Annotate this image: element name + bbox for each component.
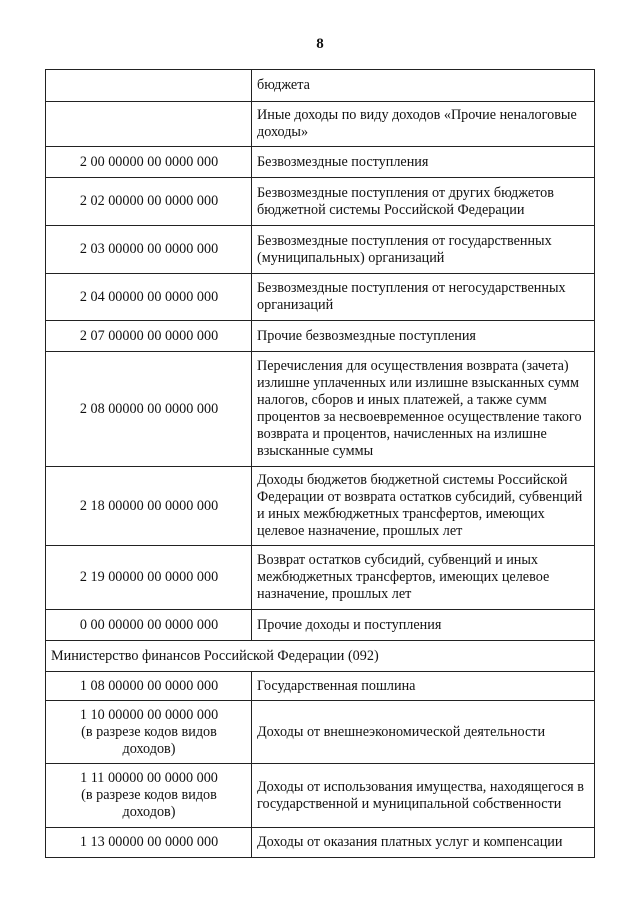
income-description-cell: Возврат остатков субсидий, субвенций и иных межбюджетных трансфертов, имеющих целевое назначение, прошлых лет bbox=[252, 546, 595, 610]
income-code-cell: 2 18 00000 00 0000 000 bbox=[46, 467, 252, 546]
table-body bbox=[46, 70, 595, 858]
table-row bbox=[46, 226, 595, 274]
income-description-cell: бюджета bbox=[252, 70, 595, 102]
income-code-line: 1 13 00000 00 0000 000 bbox=[79, 834, 219, 850]
table-row bbox=[46, 701, 595, 764]
table-row bbox=[46, 764, 595, 828]
income-code-line: (в разрезе кодов видов bbox=[81, 723, 217, 740]
income-code-line: 1 08 00000 00 0000 000 bbox=[79, 677, 219, 694]
income-description-cell: Безвозмездные поступления от государственных (муниципальных) организаций bbox=[252, 226, 595, 274]
income-description-cell: Иные доходы по виду доходов «Прочие неналоговые доходы» bbox=[252, 102, 595, 147]
table-row bbox=[46, 352, 595, 467]
table-row bbox=[46, 147, 595, 178]
income-description-cell: Прочие безвозмездные поступления bbox=[252, 321, 595, 352]
income-description-cell: Перечисления для осуществления возврата (зачета) излишне уплаченных или излишне взысканных сумм налогов, сборов и иных платежей, а также сумм процентов за несвоевременное осуществление такого возврата и процентов, начисленных на излишне взысканные суммы bbox=[252, 352, 595, 467]
income-codes-table bbox=[45, 69, 595, 858]
income-code-cell: 2 07 00000 00 0000 000 bbox=[46, 321, 252, 352]
table-row bbox=[46, 610, 595, 641]
income-code-cell bbox=[46, 102, 252, 147]
table-row bbox=[46, 546, 595, 610]
income-code-line: 1 11 00000 00 0000 000 bbox=[80, 770, 218, 786]
income-code-cell bbox=[46, 764, 252, 828]
income-code-cell bbox=[46, 828, 252, 858]
table-row bbox=[46, 70, 595, 102]
income-code-line: (в разрезе кодов видов bbox=[81, 787, 217, 803]
income-code-line: 1 10 00000 00 0000 000 bbox=[79, 706, 219, 723]
income-code-cell: 2 02 00000 00 0000 000 bbox=[46, 178, 252, 226]
income-code-cell: 2 00 00000 00 0000 000 bbox=[46, 147, 252, 178]
income-code-cell bbox=[46, 70, 252, 102]
table-row bbox=[46, 828, 595, 858]
income-code-cell: 2 04 00000 00 0000 000 bbox=[46, 274, 252, 321]
section-header-row bbox=[46, 641, 595, 672]
income-description-cell: Доходы от использования имущества, находящегося в государственной и муниципальной собственности bbox=[252, 764, 595, 828]
section-header: Министерство финансов Российской Федерации (092) bbox=[46, 641, 595, 672]
income-code-line: доходов) bbox=[122, 740, 176, 757]
table-row bbox=[46, 274, 595, 321]
income-description-cell: Безвозмездные поступления от других бюджетов бюджетной системы Российской Федерации bbox=[252, 178, 595, 226]
income-code-line: доходов) bbox=[122, 804, 176, 820]
income-code-cell bbox=[46, 701, 252, 764]
income-code-cell: 0 00 00000 00 0000 000 bbox=[46, 610, 252, 641]
income-description-cell: Безвозмездные поступления bbox=[252, 147, 595, 178]
income-code-cell: 2 08 00000 00 0000 000 bbox=[46, 352, 252, 467]
table-row bbox=[46, 321, 595, 352]
table-row bbox=[46, 467, 595, 546]
income-code-cell bbox=[46, 672, 252, 701]
income-description-cell: Доходы бюджетов бюджетной системы Российской Федерации от возврата остатков субсидий, субвенций и иных межбюджетных трансфертов, имеющих целевое назначение, прошлых лет bbox=[252, 467, 595, 546]
income-description-cell: Доходы от оказания платных услуг и компенсации bbox=[252, 828, 595, 858]
income-description-cell: Доходы от внешнеэкономической деятельности bbox=[252, 701, 595, 764]
table-row bbox=[46, 102, 595, 147]
income-code-cell: 2 19 00000 00 0000 000 bbox=[46, 546, 252, 610]
income-code-cell: 2 03 00000 00 0000 000 bbox=[46, 226, 252, 274]
page-number: 8 bbox=[316, 36, 324, 52]
table-row bbox=[46, 178, 595, 226]
income-description-cell: Безвозмездные поступления от негосударственных организаций bbox=[252, 274, 595, 321]
income-description-cell: Государственная пошлина bbox=[252, 672, 595, 701]
table-row bbox=[46, 672, 595, 701]
income-description-cell: Прочие доходы и поступления bbox=[252, 610, 595, 641]
